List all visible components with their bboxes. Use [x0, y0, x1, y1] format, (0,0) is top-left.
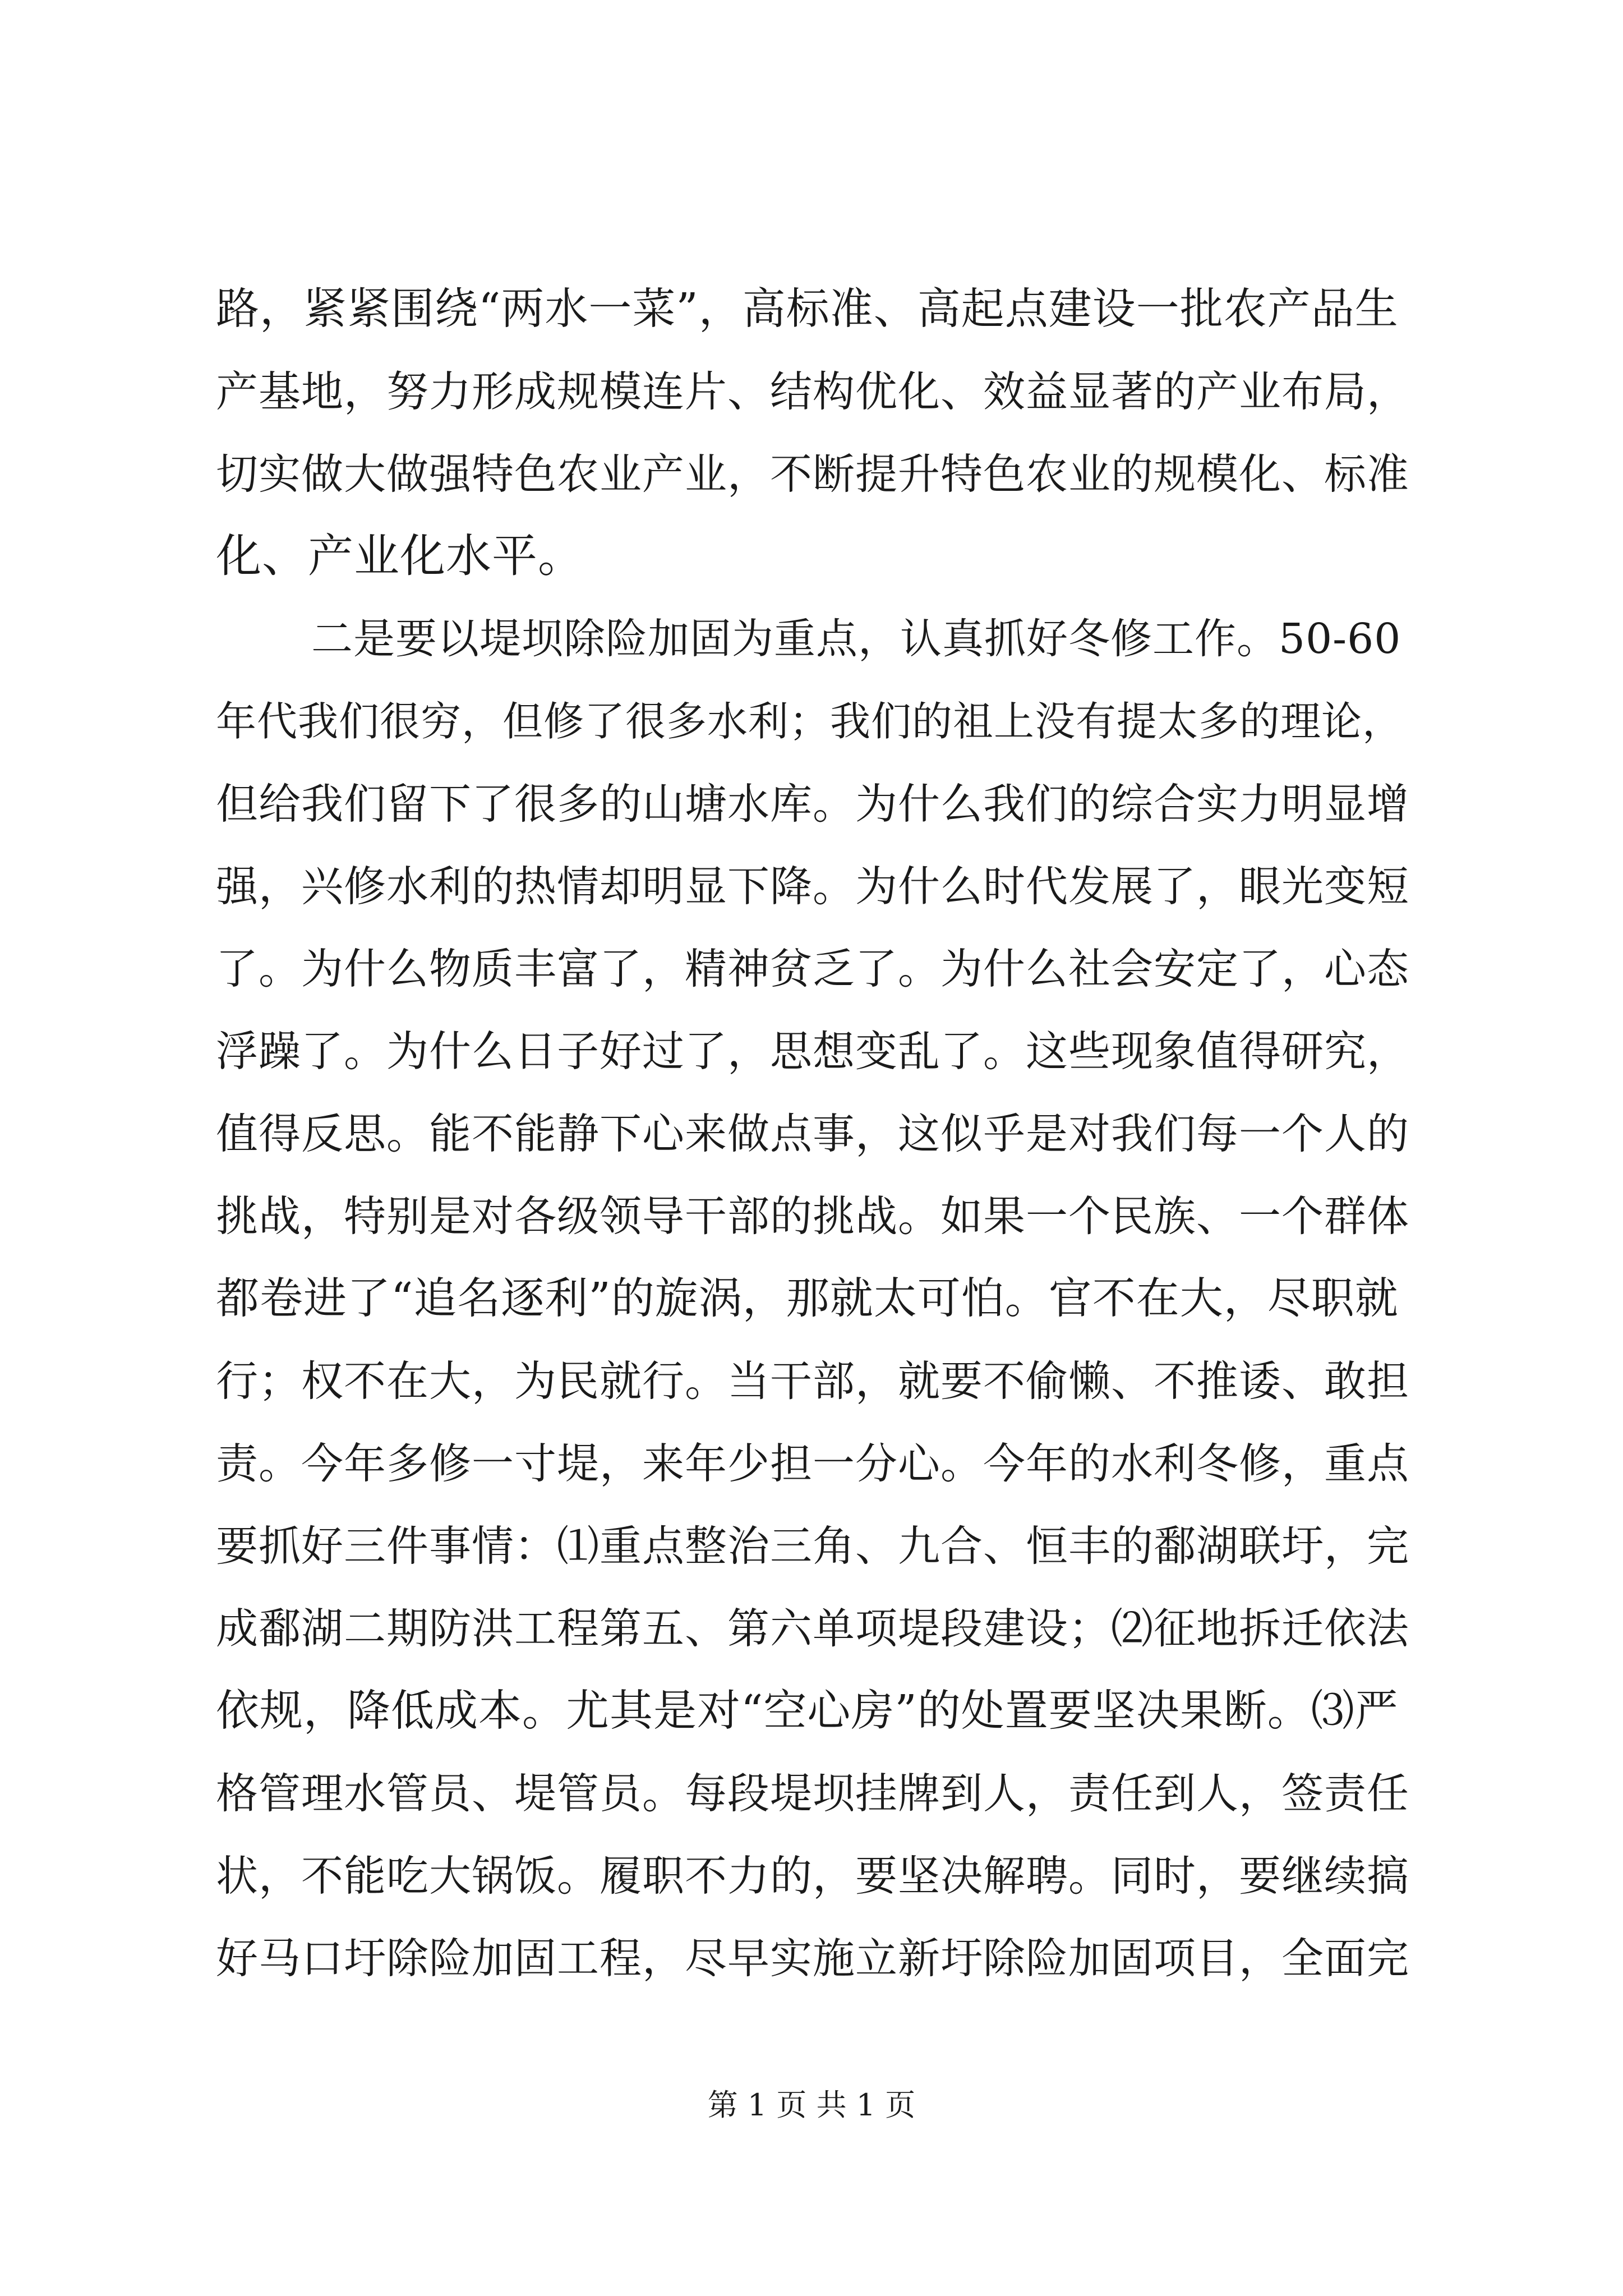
text-line: 行；权不在大，为民就行。当干部，就要不偷懒、不推诿、敢担	[216, 1356, 1410, 1406]
text-line: 格管理水管员、堤管员。每段堤坝挂牌到人，责任到人，签责任	[216, 1769, 1410, 1818]
text-line: 责。今年多修一寸堤，来年少担一分心。今年的水利冬修，重点	[216, 1439, 1410, 1488]
text-line: 了。为什么物质丰富了，精神贫乏了。为什么社会安定了，心态	[216, 944, 1410, 993]
text-line: 挑战，特别是对各级领导干部的挑战。如果一个民族、一个群体	[216, 1191, 1410, 1241]
text-line: 但给我们留下了很多的山塘水库。为什么我们的综合实力明显增	[216, 779, 1410, 829]
text-line: 依规，降低成本。尤其是对“空心房”的处置要坚决果断。⑶严	[216, 1686, 1399, 1736]
text-line: 值得反思。能不能静下心来做点事，这似乎是对我们每一个人的	[216, 1109, 1410, 1158]
text-line: 化、产业化水平。	[216, 530, 584, 583]
text-line: 状，不能吃大锅饭。履职不力的，要坚决解聘。同时，要继续搞	[216, 1851, 1410, 1901]
text-line: 切实做大做强特色农业产业，不断提升特色农业的规模化、标准	[216, 449, 1410, 499]
text-line: 浮躁了。为什么日子好过了，思想变乱了。这些现象值得研究，	[216, 1027, 1410, 1076]
text-line: 路，紧紧围绕“两水一菜”，高标准、高起点建设一批农产品生	[216, 284, 1399, 334]
text-line: 要抓好三件事情：⑴重点整治三角、九合、恒丰的鄱湖联圩，完	[216, 1521, 1410, 1571]
page-number-label: 第 1 页 共 1 页	[707, 2087, 916, 2123]
paragraph-first-line: 二是要以堤坝除险加固为重点，认真抓好冬修工作。50-60	[311, 615, 1401, 663]
page-footer	[0, 2086, 1623, 2125]
text-line: 都卷进了“追名逐利”的旋涡，那就太可怕。官不在大，尽职就	[216, 1274, 1399, 1324]
text-line: 强，兴修水利的热情却明显下降。为什么时代发展了，眼光变短	[216, 862, 1410, 911]
text-line: 产基地，努力形成规模连片、结构优化、效益显著的产业布局，	[216, 367, 1410, 416]
text-line: 成鄱湖二期防洪工程第五、第六单项堤段建设；⑵征地拆迁依法	[216, 1604, 1410, 1653]
text-line: 年代我们很穷，但修了很多水利；我们的祖上没有提太多的理论，	[216, 698, 1404, 745]
body-text	[216, 268, 1410, 2000]
text-line: 好马口圩除险加固工程，尽早实施立新圩除险加固项目，全面完	[216, 1934, 1410, 1983]
